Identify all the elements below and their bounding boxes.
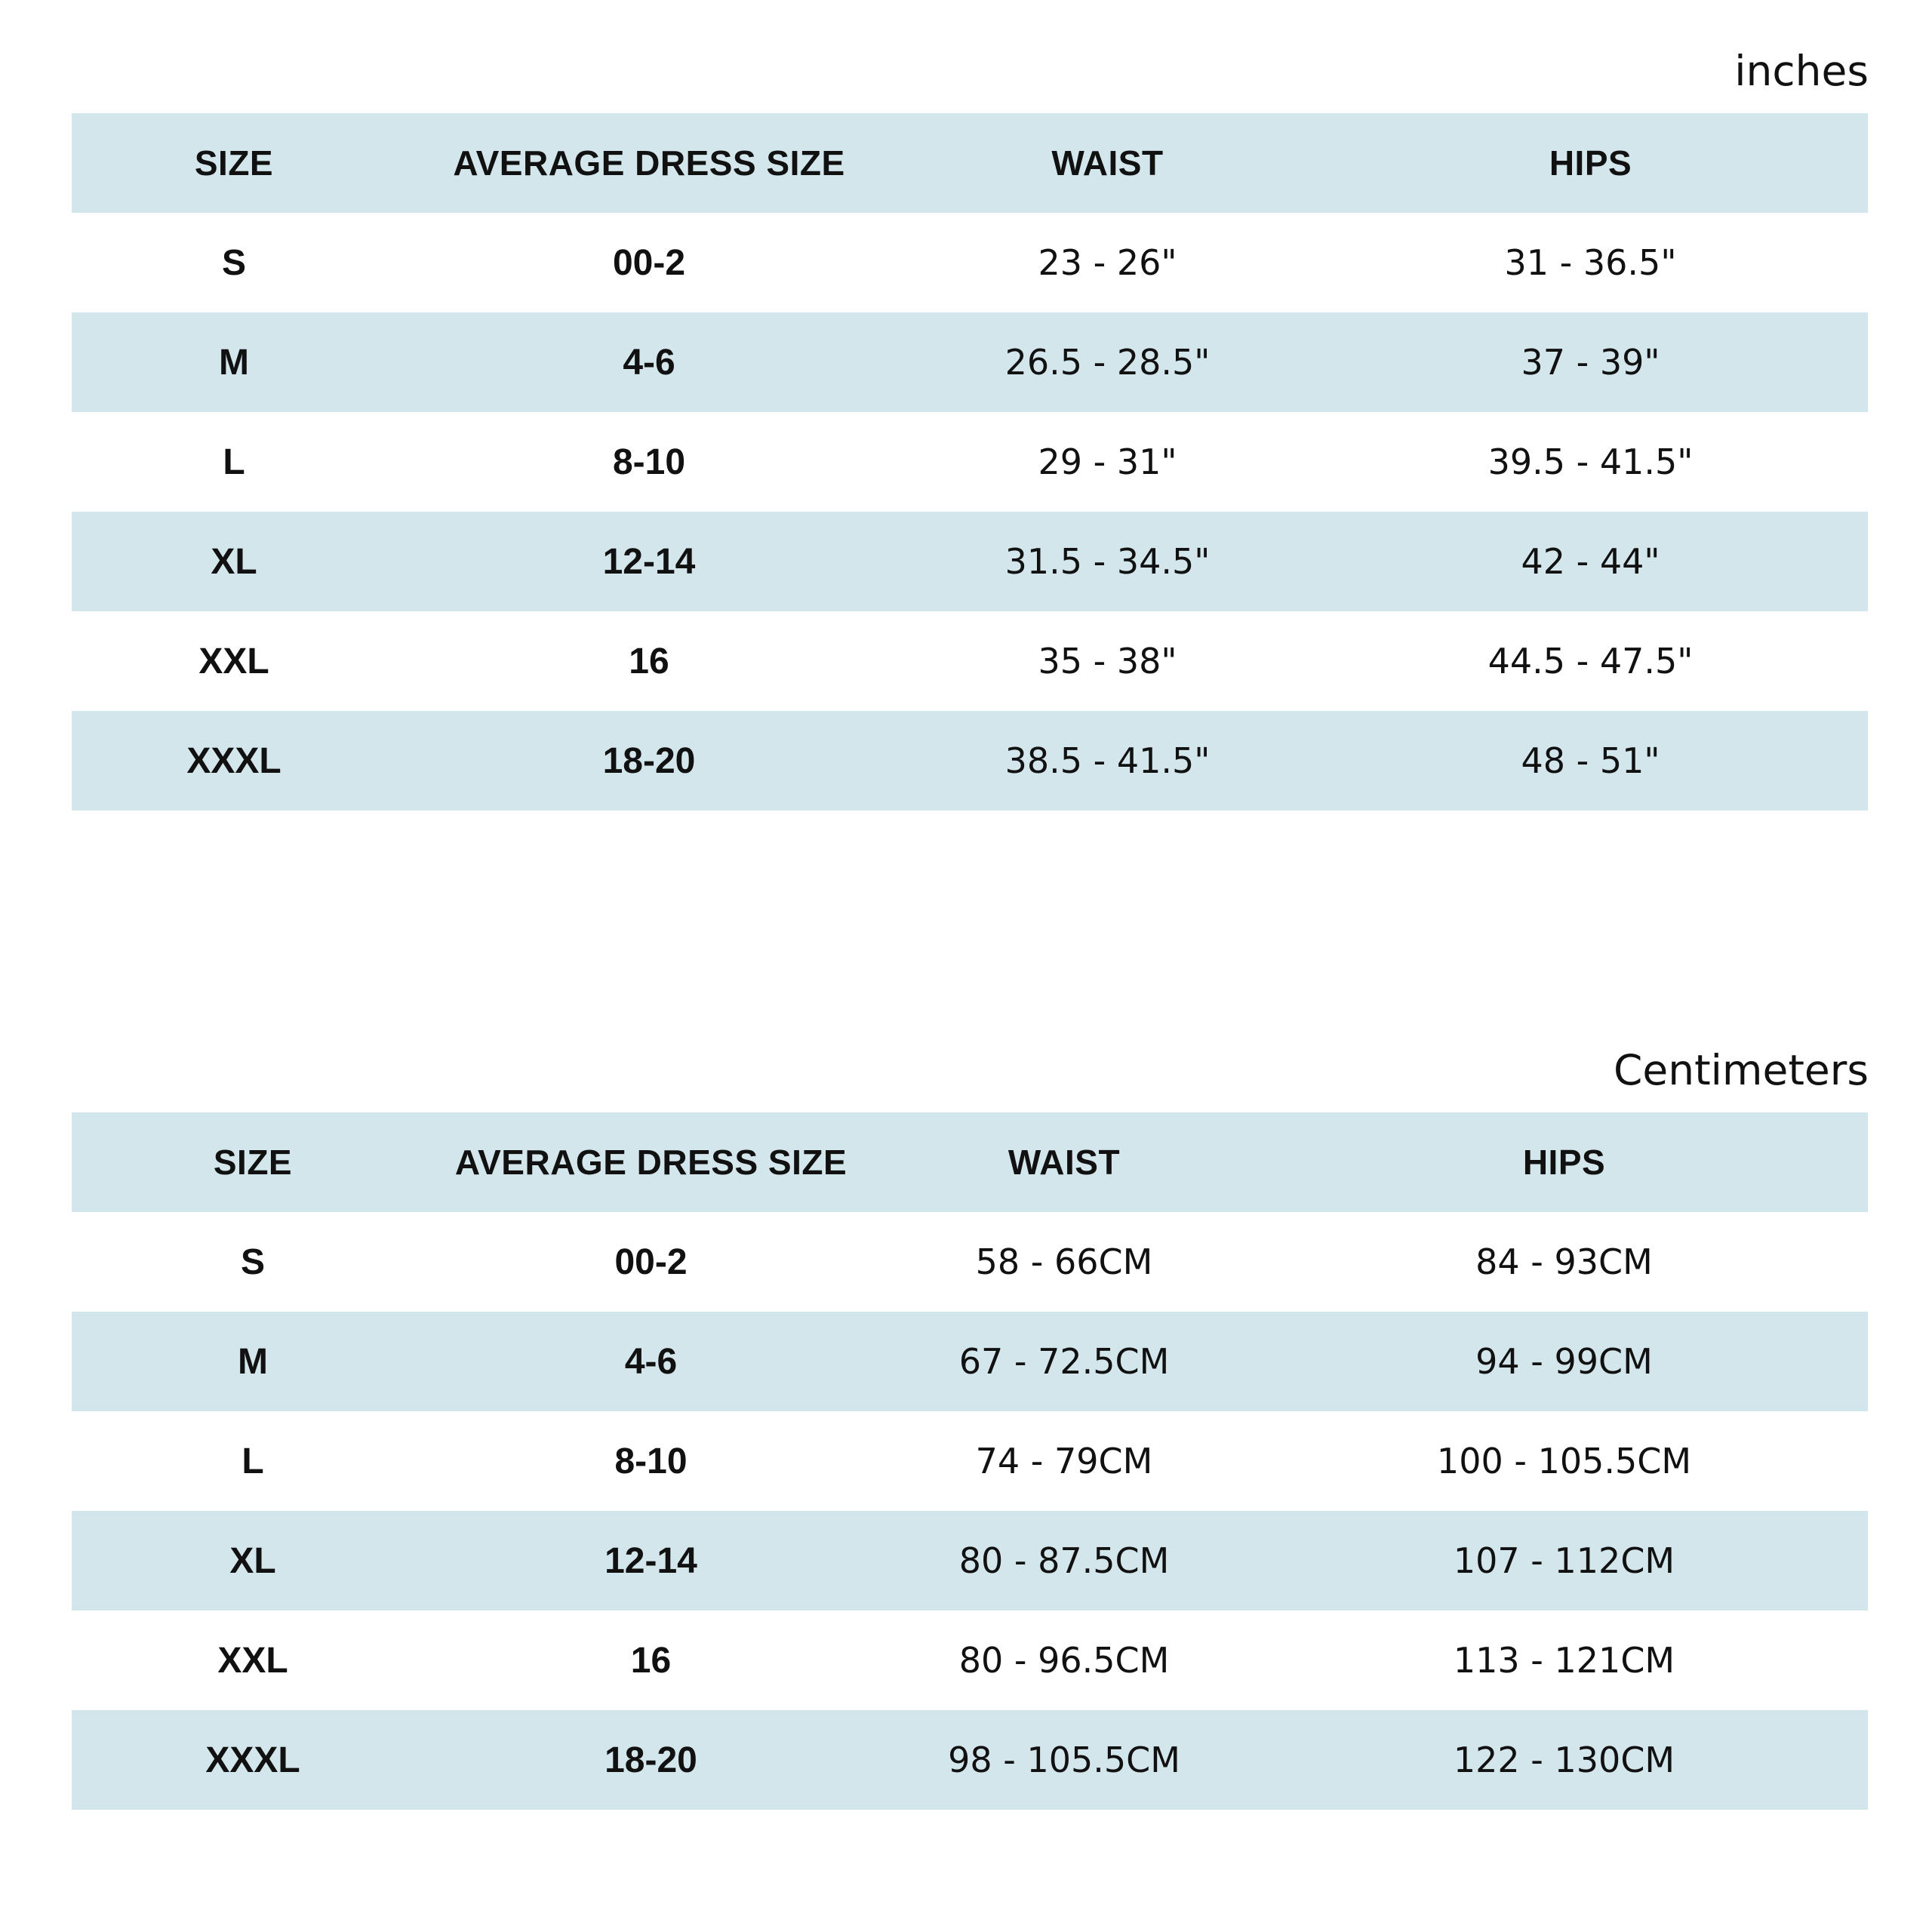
cell-hips: 31 - 36.5" bbox=[1504, 242, 1677, 283]
cell-hips: 84 - 93CM bbox=[1475, 1241, 1653, 1282]
table-row bbox=[72, 1710, 1868, 1810]
cell-dress-size: 00-2 bbox=[612, 242, 686, 283]
cell-size: M bbox=[238, 1341, 268, 1382]
cell-hips: 94 - 99CM bbox=[1475, 1341, 1653, 1382]
table-row bbox=[72, 1511, 1868, 1611]
cell-dress-size: 12-14 bbox=[602, 541, 696, 582]
table-row bbox=[72, 1611, 1868, 1710]
header-hips: HIPS bbox=[1549, 143, 1632, 183]
table-row bbox=[72, 412, 1868, 512]
table-row bbox=[72, 1212, 1868, 1312]
cell-hips: 39.5 - 41.5" bbox=[1487, 441, 1694, 482]
cell-size: L bbox=[242, 1441, 264, 1481]
cell-waist: 35 - 38" bbox=[1038, 641, 1177, 681]
cell-size: S bbox=[221, 242, 246, 283]
header-size: SIZE bbox=[194, 143, 274, 183]
table-header-row bbox=[72, 113, 1868, 213]
header-hips: HIPS bbox=[1522, 1143, 1606, 1182]
cell-waist: 67 - 72.5CM bbox=[958, 1341, 1170, 1382]
cell-waist: 58 - 66CM bbox=[975, 1241, 1153, 1282]
header-average-dress-size: AVERAGE DRESS SIZE bbox=[454, 1143, 848, 1182]
cell-waist: 29 - 31" bbox=[1038, 441, 1177, 482]
cell-hips: 37 - 39" bbox=[1521, 342, 1660, 383]
cell-size: M bbox=[219, 342, 249, 383]
table-row bbox=[72, 611, 1868, 711]
cell-waist: 23 - 26" bbox=[1038, 242, 1177, 283]
cell-dress-size: 4-6 bbox=[623, 342, 675, 383]
cell-size: S bbox=[240, 1241, 265, 1282]
cell-dress-size: 16 bbox=[629, 641, 669, 681]
cell-size: XXXL bbox=[186, 740, 281, 781]
cell-dress-size: 18-20 bbox=[602, 740, 696, 781]
cell-size: XXL bbox=[217, 1640, 288, 1681]
cell-size: XL bbox=[211, 541, 257, 582]
cell-dress-size: 18-20 bbox=[605, 1740, 697, 1780]
unit-label-centimeters: Centimeters bbox=[1613, 1046, 1869, 1094]
cell-waist: 31.5 - 34.5" bbox=[1004, 541, 1211, 582]
cell-hips: 122 - 130CM bbox=[1453, 1740, 1675, 1780]
header-waist: WAIST bbox=[1008, 1143, 1121, 1182]
cell-waist: 80 - 87.5CM bbox=[958, 1540, 1170, 1581]
cell-dress-size: 8-10 bbox=[612, 441, 686, 482]
header-size: SIZE bbox=[213, 1143, 293, 1182]
cell-waist: 38.5 - 41.5" bbox=[1004, 740, 1211, 781]
cell-waist: 80 - 96.5CM bbox=[958, 1640, 1170, 1681]
cell-waist: 74 - 79CM bbox=[975, 1441, 1153, 1481]
table-row bbox=[72, 512, 1868, 611]
table-row bbox=[72, 711, 1868, 811]
table-row bbox=[72, 1411, 1868, 1511]
cell-dress-size: 8-10 bbox=[614, 1441, 688, 1481]
table-row bbox=[72, 1312, 1868, 1411]
table-row bbox=[72, 213, 1868, 312]
cell-hips: 42 - 44" bbox=[1521, 541, 1660, 582]
cell-hips: 107 - 112CM bbox=[1453, 1540, 1675, 1581]
cell-hips: 100 - 105.5CM bbox=[1436, 1441, 1692, 1481]
table-row bbox=[72, 312, 1868, 412]
cell-waist: 98 - 105.5CM bbox=[948, 1740, 1180, 1780]
cell-hips: 113 - 121CM bbox=[1453, 1640, 1675, 1681]
cell-waist: 26.5 - 28.5" bbox=[1004, 342, 1211, 383]
cell-size: XXL bbox=[198, 641, 269, 681]
cell-hips: 44.5 - 47.5" bbox=[1487, 641, 1694, 681]
cell-size: XXXL bbox=[205, 1740, 300, 1780]
cell-size: L bbox=[223, 441, 245, 482]
cell-dress-size: 00-2 bbox=[614, 1241, 688, 1282]
header-waist: WAIST bbox=[1051, 143, 1164, 183]
cell-size: XL bbox=[229, 1540, 276, 1581]
unit-label-inches: inches bbox=[1734, 47, 1869, 95]
size-chart-centimeters bbox=[72, 1112, 1868, 1810]
cell-dress-size: 16 bbox=[630, 1640, 672, 1681]
cell-dress-size: 12-14 bbox=[605, 1540, 697, 1581]
size-chart-inches bbox=[72, 113, 1868, 811]
cell-hips: 48 - 51" bbox=[1521, 740, 1660, 781]
cell-dress-size: 4-6 bbox=[624, 1341, 678, 1382]
header-average-dress-size: AVERAGE DRESS SIZE bbox=[453, 143, 845, 183]
table-header-row bbox=[72, 1112, 1868, 1212]
